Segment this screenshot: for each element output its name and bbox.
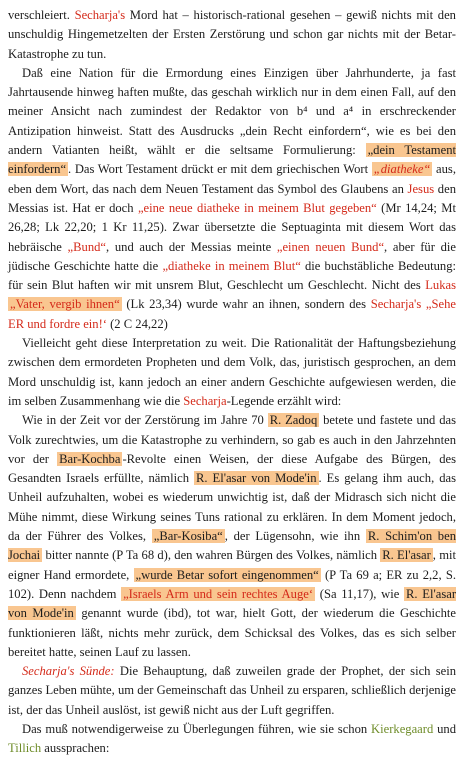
text-run: (Sa 11,17), wie [315,586,405,601]
highlighted-phrase: „diatheke“ [373,162,431,177]
highlighted-phrase: „dein Testament einfordern“ [8,143,456,177]
text-run: Vielleicht geht diese Interpretation zu weit. Die Rationalität der Haftungsbeziehung zwischen dem ermordeten Propheten und dem Volk, das, juristisch gesprochen, an dem Mord unschuldig ist, kann jedoch an einer andern Geschichte aufgewiesen werden, die im selben Zusammenhang wie die [8,336,456,408]
text-run: verschleiert. [8,8,75,22]
text-run: (Mr 14,24; Mt 26,28; Lk 22,20; 1 Kr 11,25). Zwar übersetzte die Septuaginta mit diesem Wort das hebräische [8,200,456,254]
red-annotation: Secharja's [74,8,126,22]
highlighted-phrase: R. Zadoq [269,413,318,428]
red-annotation: „Sehe ER und fordre ein!‘ [8,297,456,331]
text-run: -Legende erzählt wird: [226,393,342,408]
green-annotation: Kierkegaard [371,721,434,736]
paragraph [8,6,456,64]
text-run: genannt wurde (ibd), tot war, hielt Gott, der wiederum die Geschichte funktionieren läßt, nichts mehr zurück, dem Schicksal des Volkes, das es sich selber bereitet hatte, seinen Lauf zu lassen. [8,606,456,659]
text-run: -Revolte einen Weisen, der diese Aufgabe des Bürgen, des Gesandten Israels erfüllte, nämlich [8,451,456,486]
paragraph [8,411,456,662]
text-run: (P Ta 69 a; ER zu 2,2, S. 102). Denn nachdem [8,567,456,601]
text-run: betete und fastete und das Volk zurechtwies, um die Katastrophe zu verhindern, so gab es auch in den Jahrzehnten vor der [8,413,456,466]
highlighted-phrase: R. El'asar [382,548,431,563]
text-run: die buchstäbliche Bedeutung: für sein Blut haften wir mit unsrem Blut, Geschlecht um Geschlecht. Nicht des [8,258,457,293]
green-annotation: Tillich [8,741,42,756]
text-run: . Das Wort Testament drückt er mit dem griechischen Wort [68,162,372,177]
text-run: aussprachen: [41,741,110,756]
red-annotation: Lukas [425,278,456,293]
text-run: bitter nannte (P Ta 68 d), den wahren Bürgen des Volkes, nämlich [42,548,381,563]
red-annotation: „diatheke in meinem Blut“ [162,258,301,273]
text-run: (Lk 23,34) wurde wahr an ihnen, sondern des [121,297,371,312]
text-run: . Es gelang ihm auch, das Unheil aufzuhalten, wobei es wiederum unwichtig ist, daß der Midrasch sich nicht die Mühe nimmt, diese Wirkung seines Tuns rational zu erklären. In dem Moment jedoch, da der Führer des Volkes, [8,471,456,544]
highlighted-phrase: „Vater, vergib ihnen“ [10,297,120,312]
text-run: Mord hat – historisch-rational gesehen – gewiß nichts mit den unschuldig Hingemetzelten der Ersten Zerstörung und schon gar nichts mit der Betar-Katastrophe zu tun. [8,8,456,61]
paragraph [8,720,456,759]
text-run: , mit eigner Hand ermordete, [8,548,456,582]
red-annotation: Secharja's Sünde: [22,664,115,679]
highlighted-phrase: „Bar-Kosiba“ [153,529,223,544]
red-annotation: „eine neue diatheke in meinem Blut gegeben“ [137,200,377,215]
text-run: (2 C 24,22) [106,316,168,331]
highlighted-phrase: R. Schim'on ben Jochai [8,529,456,563]
text-run: , aber für die jüdische Geschichte hatte die [8,239,456,273]
red-annotation: „einen neuen Bund“ [276,239,385,254]
highlighted-phrase: R. El'asar von Mode'in [8,586,457,621]
paragraph [8,334,456,411]
highlighted-phrase: R. El'asar von Mode'in [195,471,317,486]
paragraph [8,662,456,720]
red-annotation: Secharja [183,393,227,408]
text-run: und [433,721,457,736]
text-run: Daß eine Nation für die Ermordung eines Einzigen über Jahrhunderte, ja fast Jahrtausende hinweg haften mußte, das geschah wirklich nur in dem einen Fall, auf den meiner Ansicht nach zumindest der Redaktor von b⁴ und a⁴ in erschreckender Antizipation hinweist. Statt des Ausdrucks „dein Recht einfordern“, wie es bei den andern Vatianten heißt, wählt er die seltsame Formulierung: [8,65,456,158]
text-run: Wie in der Zeit vor der Zerstörung im Jahre 70 [22,413,268,428]
text-run: Das muß notwendigerweise zu Überlegungen führen, wie sie schon [22,721,372,736]
paragraph [8,64,456,334]
red-annotation: „Bund“ [67,239,107,254]
highlighted-phrase: „Israels Arm und sein rechtes Auge‘ [123,586,314,601]
text-run: Die Behauptung, daß zuweilen grade der Prophet, der sich sein ganzes Leben mühte, um der Gemeinschaft das Unheil zu ersparen, schließlich derjenige ist, der das Unheil auslöst, ist gewiß nicht aus der Luft gegriffen. [8,664,457,717]
text-run: , der Lügensohn, wie ihn [224,529,366,544]
red-annotation: Jesus [407,181,435,196]
highlighted-phrase: „wurde Betar sofort eingenommen“ [135,567,319,582]
text-run: , und auch der Messias meinte [106,239,277,254]
highlighted-phrase: Bar-Kochba [59,451,121,466]
text-run: den Messias ist. Hat er doch [8,181,456,215]
red-annotation: Secharja's [370,297,422,312]
text-run: aus, eben dem Wort, das nach dem Neuen Testament das Symbol des Glaubens an [8,162,456,196]
